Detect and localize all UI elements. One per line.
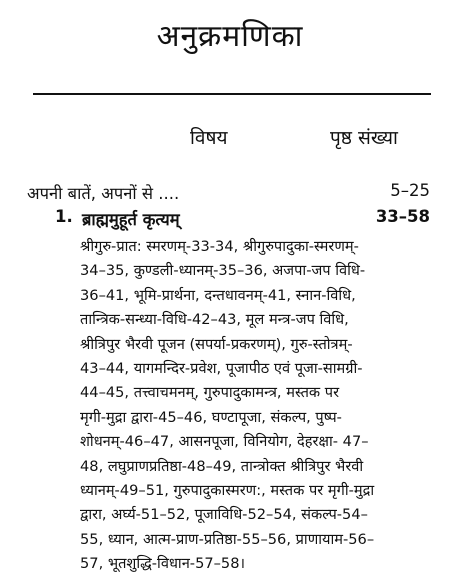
contents-line: श्रीत्रिपुर भैरवी पूजन (सपर्या-प्रकरणम्), गुरु-स्तोत्रम्- (80, 335, 353, 353)
contents-line: श्रीगुरु-प्रात: स्मरणम्-33-34, श्रीगुरुपादुका-स्मरणम्- (80, 238, 359, 255)
chapter-title: ब्राह्ममुहूर्त कृत्यम् (82, 210, 180, 229)
contents-line: 43–44, यागमन्दिर-प्रवेश, पूजापीठ एवं पूजा-सामग्री- (80, 359, 363, 377)
contents-line: तान्त्रिक-सन्ध्या-विधि-42–43, मूल मन्त्र-जप विधि, (80, 311, 349, 329)
contents-line: शोधनम्-46–47, आसनपूजा, विनियोग, देहरक्षा- 47– (80, 433, 369, 451)
contents-line: 48, लघुप्राणप्रतिष्ठा-48–49, तान्त्रोक्त श्रीत्रिपुर भैरवी (80, 457, 364, 475)
contents-line: 36–41, भूमि-प्रार्थना, दन्तधावनम्-41, स्नान-विधि, (80, 286, 356, 304)
column-header-subject: विषय (190, 127, 228, 149)
intro-entry-title: अपनी बातें, अपनों से .... (27, 184, 180, 203)
page-title: अनुक्रमणिका (156, 19, 304, 54)
contents-line: 34–35, कुण्डली-ध्यानम्-35–36, अजपा-जप विधि- (80, 262, 366, 280)
title-rule (33, 93, 431, 95)
contents-line: 55, ध्यान, आत्म-प्राण-प्रतिष्ठा-55–56, प्राणायाम-56– (80, 530, 375, 548)
intro-entry-pages: 5–25 (390, 181, 430, 200)
contents-line: ध्यानम्-49–51, गुरुपादुकास्मरण:, मस्तक पर मृगी-मुद्रा (80, 481, 375, 499)
contents-line: मृगी-मुद्रा द्वारा-45–46, घण्टापूजा, संकल्प, पुष्प- (80, 408, 342, 426)
contents-line: 44–45, तत्त्वाचमनम्, गुरुपादुकामन्त्र, मस्तक पर (80, 384, 340, 402)
column-header-page-number: पृष्ठ संख्या (330, 127, 398, 149)
chapter-contents (80, 235, 440, 576)
contents-line: 57, भूतशुद्धि-विधान-57–58। (80, 555, 246, 573)
chapter-number: 1. (55, 207, 73, 226)
contents-line: द्वारा, अर्घ्य-51–52, पूजाविधि-52–54, संकल्प-54– (80, 506, 368, 524)
chapter-pages: 33–58 (375, 207, 430, 226)
